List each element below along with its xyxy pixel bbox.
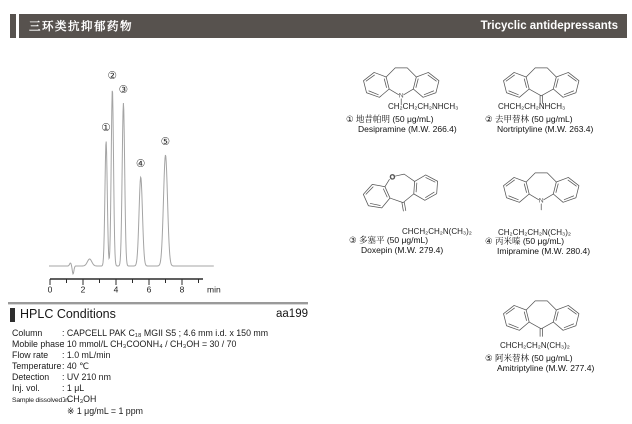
amitriptyline-structure-drawing: [496, 294, 594, 341]
condition-row-column: [12, 328, 312, 339]
structure-doxepin: [356, 168, 454, 218]
structure-desipramine: [356, 61, 454, 108]
nortriptyline-caption: [485, 115, 593, 134]
doxepin-structure-drawing: [356, 168, 454, 218]
condition-row-flow-rate: [12, 350, 312, 361]
peak-number-label: ②: [107, 70, 118, 82]
conditions-header: [10, 307, 308, 323]
page-title-english: Tricyclic antidepressants: [480, 20, 618, 32]
nortriptyline-caption-en: Nortriptyline (M.W. 263.4): [497, 123, 594, 134]
x-axis-tick-label: 6: [146, 284, 152, 295]
x-axis-tick-label: 8: [179, 284, 185, 295]
peak-number-label: ①: [101, 122, 111, 134]
imipramine-caption: [485, 237, 590, 256]
imipramine-caption-en: Imipramine (M.W. 280.4): [497, 245, 591, 256]
condition-label: Sample dissolved in: [12, 397, 69, 404]
condition-row-mobile-phase: [12, 339, 312, 350]
header-accent-bar: [10, 14, 16, 38]
header-bar: [19, 14, 627, 38]
condition-row-sample-dissolved: [12, 394, 312, 406]
amitriptyline-side-chain: CHCH₂CH₂N(CH₃)₂: [500, 341, 570, 350]
peak-number-label: ⑤: [160, 136, 171, 148]
condition-label: Column: [12, 328, 43, 338]
chromatogram-svg: [40, 55, 235, 300]
desipramine-caption: [346, 115, 457, 134]
imipramine-structure-drawing: [496, 166, 594, 213]
condition-row-temperature: [12, 361, 312, 372]
desipramine-caption-zh: ① 地昔帕明 (50 μg/mL): [346, 114, 434, 124]
condition-row-detection: [12, 372, 312, 383]
chromatogram-trace: [49, 91, 214, 274]
structure-amitriptyline: [496, 294, 594, 341]
peak-number-label: ③: [118, 84, 129, 96]
condition-label: Inj. vol.: [12, 383, 40, 393]
structure-imipramine: [496, 166, 594, 213]
condition-row-inj-vol: [12, 383, 312, 394]
condition-value: : 10 mmol/L CH₃COONH₄ / CH₃OH = 30 / 70: [62, 339, 237, 349]
condition-label: Detection: [12, 372, 50, 382]
conditions-accent-bar: [10, 308, 15, 322]
conditions-top-rule: [8, 302, 308, 305]
amitriptyline-caption-en: Amitriptyline (M.W. 277.4): [497, 362, 595, 373]
x-axis-tick-label: 0: [47, 284, 53, 295]
desipramine-caption-en: Desipramine (M.W. 266.4): [358, 123, 457, 134]
nitrogen-atom-label: N: [538, 197, 544, 205]
condition-label: Flow rate: [12, 350, 49, 360]
amitriptyline-caption-zh: ⑤ 阿米替林 (50 μg/mL): [485, 353, 573, 363]
page-title-chinese: 三环类抗抑郁药物: [29, 21, 133, 33]
x-axis-unit-label: min: [207, 284, 221, 295]
condition-value: : UV 210 nm: [62, 372, 111, 382]
desipramine-side-chain: CH₂CH₂CH₂NHCH₃: [388, 102, 459, 111]
imipramine-side-chain: CH₂CH₂CH₂N(CH₃)₂: [498, 228, 572, 237]
amitriptyline-caption: [485, 354, 594, 373]
nortriptyline-caption-zh: ② 去甲替林 (50 μg/mL): [485, 114, 573, 124]
conditions-note: ※ 1 μg/mL = 1 ppm: [67, 406, 143, 416]
doxepin-caption: [349, 236, 443, 255]
condition-label: Temperature: [12, 361, 62, 371]
oxygen-atom-label: O: [389, 173, 396, 182]
x-axis-tick-label: 4: [113, 284, 119, 295]
desipramine-structure-drawing: [356, 61, 454, 108]
condition-value: : 40 ℃: [62, 361, 89, 371]
condition-value: : 1 μL: [62, 383, 85, 393]
imipramine-caption-zh: ④ 丙米嗪 (50 μg/mL): [485, 236, 565, 246]
doxepin-caption-zh: ③ 多塞平 (50 μg/mL): [349, 235, 429, 245]
conditions-title: HPLC Conditions: [20, 307, 116, 321]
conditions-table: [12, 328, 312, 417]
doxepin-side-chain: CHCH₂CH₂N(CH₃)₂: [402, 227, 472, 236]
nortriptyline-structure-drawing: [496, 61, 594, 108]
condition-value: : 1.0 mL/min: [62, 350, 111, 360]
condition-value: : CH₃OH: [62, 394, 97, 404]
condition-label: Mobile phase: [12, 339, 65, 349]
peak-number-label: ④: [136, 158, 146, 170]
chromatogram-panel: [40, 55, 235, 300]
nitrogen-atom-label: N: [398, 92, 404, 100]
doxepin-caption-en: Doxepin (M.W. 279.4): [361, 244, 444, 255]
application-data-number: aa199: [276, 308, 308, 320]
condition-value: : CAPCELL PAK C₁₈ MGII S5 ; 4.6 mm i.d. x 150 mm: [62, 328, 269, 338]
nortriptyline-side-chain: CHCH₂CH₂NHCH₃: [498, 102, 566, 111]
x-axis-tick-label: 2: [80, 284, 86, 295]
structure-nortriptyline: [496, 61, 594, 108]
